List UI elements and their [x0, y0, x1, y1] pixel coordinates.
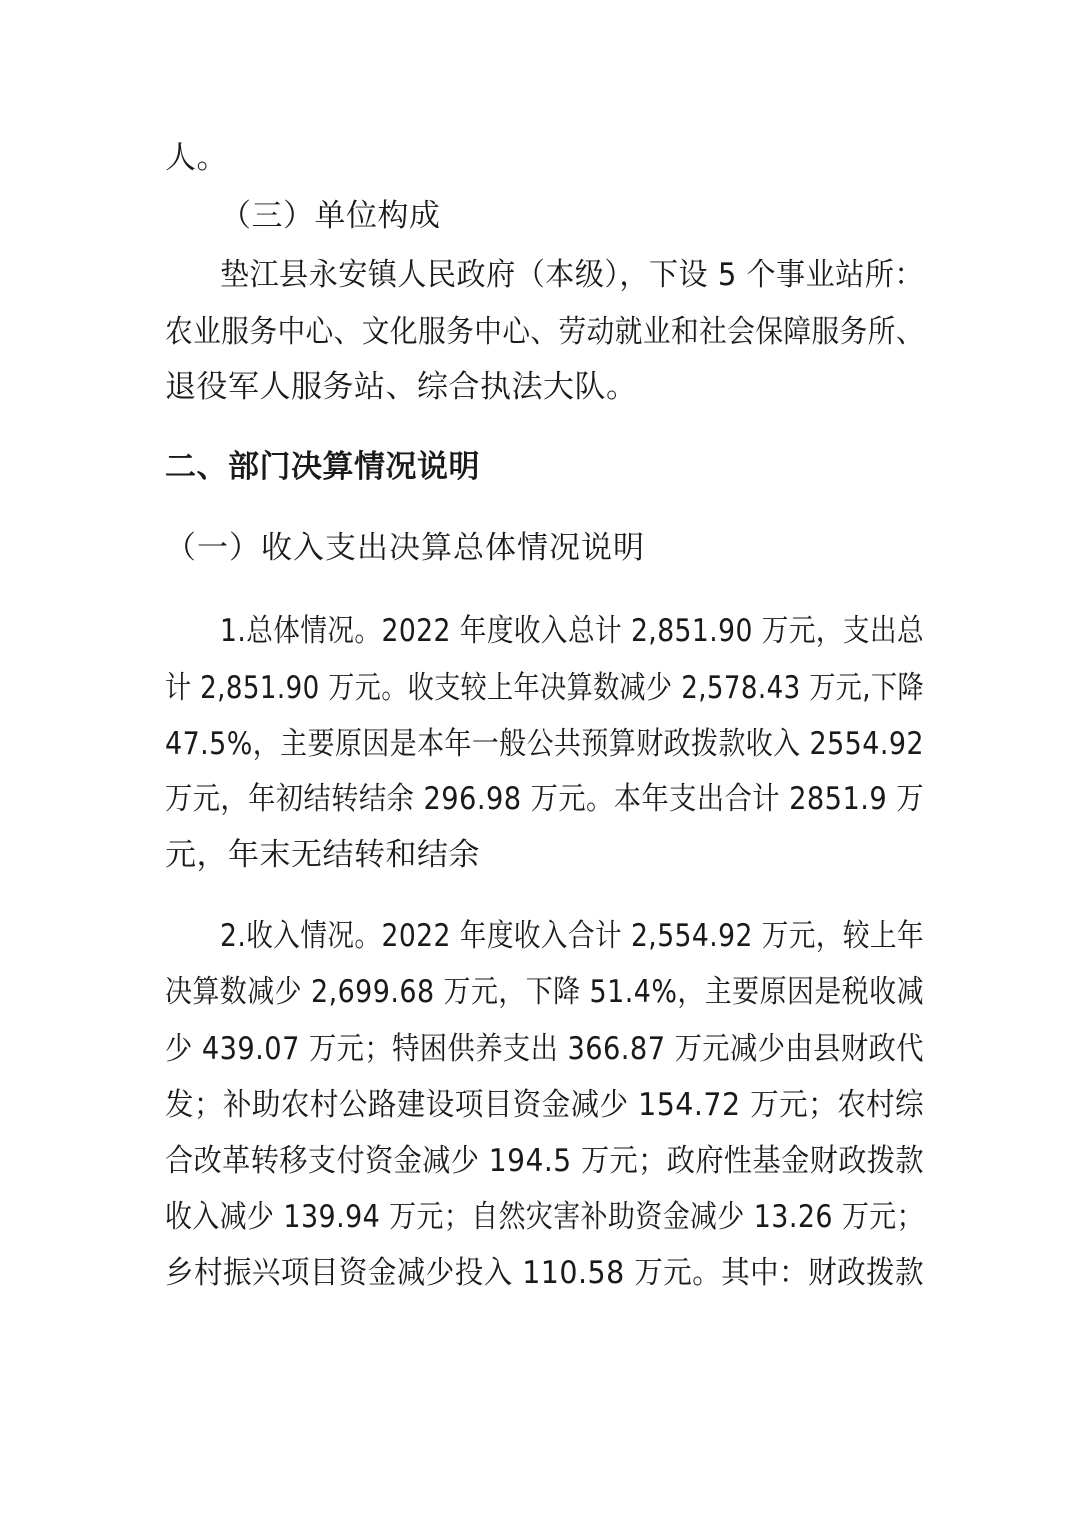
- text-line: 退役军人服务站、综合执法大队。: [165, 369, 638, 405]
- section-heading: 二、部门决算情况说明: [165, 449, 480, 485]
- paragraph-line: 收入减少 139.94 万元；自然灾害补助资金减少 13.26 万元；: [165, 1199, 925, 1235]
- paragraph-line: 1.总体情况。2022 年度收入总计 2,851.90 万元，支出总: [220, 613, 925, 649]
- paragraph-line: 2.收入情况。2022 年度收入合计 2,554.92 万元，较上年: [220, 918, 925, 954]
- paragraph-line: 47.5%，主要原因是本年一般公共预算财政拨款收入 2554.92: [165, 726, 925, 762]
- subsection-heading: （一）收入支出决算总体情况说明: [165, 530, 645, 566]
- paragraph-line: 计 2,851.90 万元。收支较上年决算数减少 2,578.43 万元,下降: [165, 670, 924, 706]
- paragraph-line: 决算数减少 2,699.68 万元，下降 51.4%，主要原因是税收减: [165, 974, 924, 1010]
- text-line: 垫江县永安镇人民政府（本级），下设 5 个事业站所：: [220, 257, 924, 293]
- paragraph-line: 万元，年初结转结余 296.98 万元。本年支出合计 2851.9 万: [165, 781, 924, 817]
- paragraph-line: 乡村振兴项目资金减少投入 110.58 万元。其中：财政拨款: [165, 1255, 925, 1291]
- section-subtitle: （三）单位构成: [220, 198, 441, 234]
- paragraph-line: 少 439.07 万元；特困供养支出 366.87 万元减少由县财政代: [165, 1031, 924, 1067]
- paragraph-line: 元，年末无结转和结余: [165, 837, 480, 873]
- paragraph-line: 合改革转移支付资金减少 194.5 万元；政府性基金财政拨款: [165, 1143, 924, 1179]
- text-line: 人。: [165, 140, 228, 176]
- text-line: 农业服务中心、文化服务中心、劳动就业和社会保障服务所、: [165, 314, 924, 350]
- paragraph-line: 发；补助农村公路建设项目资金减少 154.72 万元；农村综: [165, 1087, 925, 1123]
